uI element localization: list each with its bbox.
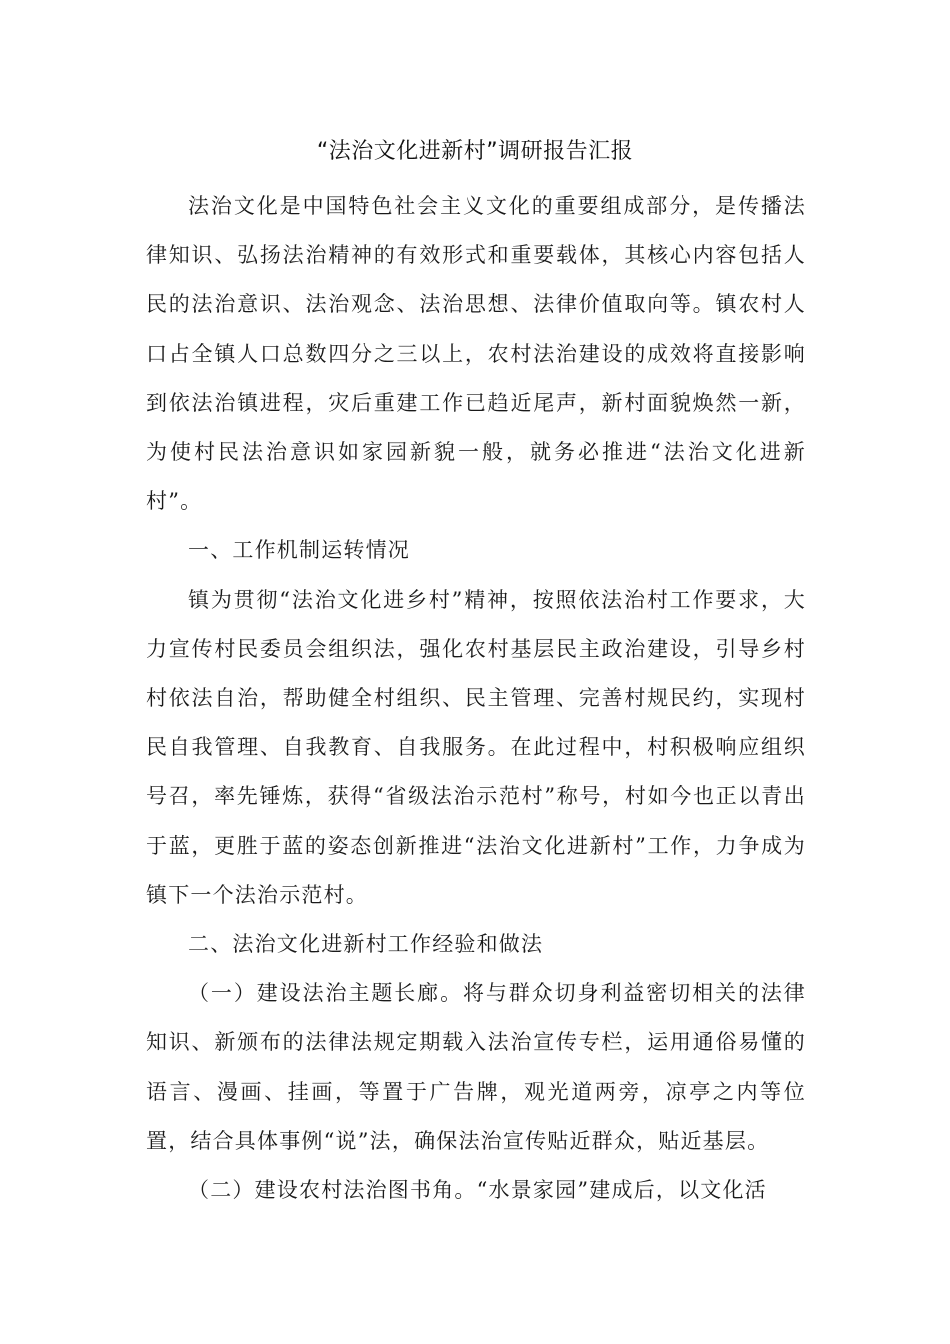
paragraph-law-corridor: （一）建设法治主题长廊。将与群众切身利益密切相关的法律知识、新颁布的法律法规定期载入法治宣传专栏，运用通俗易懂的语言、漫画、挂画，等置于广告牌，观光道两旁，凉亭之内等位置，结合具体事例“说”法，确保法治宣传贴近群众，贴近基层。 [146,981,806,1153]
paragraph-law-library: （二）建设农村法治图书角。“水景家园”建成后，以文化活 [188,1178,767,1203]
paragraph-work-mechanism: 镇为贯彻“法治文化进乡村”精神，按照依法治村工作要求，大力宣传村民委员会组织法，强化农村基层民主政治建设，引导乡村村依法自治，帮助健全村组织、民主管理、完善村规民约，实现村民自我管理、自我教育、自我服务。在此过程中，村积极响应组织号召，率先锤炼，获得“省级法治示范村”称号，村如今也正以青出于蓝，更胜于蓝的姿态创新推进“法治文化进新村”工作，力争成为镇下一个法治示范村。 [146,587,806,907]
document-body [146,182,806,1215]
document-title: “法治文化进新村”调研报告汇报 [316,139,634,164]
section-heading-1: 一、工作机制运转情况 [188,538,410,563]
paragraph-intro: 法治文化是中国特色社会主义文化的重要组成部分，是传播法律知识、弘扬法治精神的有效形式和重要载体，其核心内容包括人民的法治意识、法治观念、法治思想、法律价值取向等。镇农村人口占全镇人口总数四分之三以上，农村法治建设的成效将直接影响到依法治镇进程，灾后重建工作已趋近尾声，新村面貌焕然一新，为使村民法治意识如家园新貌一般，就务必推进“法治文化进新村”。 [146,194,806,514]
section-heading-2: 二、法治文化进新村工作经验和做法 [188,932,544,957]
